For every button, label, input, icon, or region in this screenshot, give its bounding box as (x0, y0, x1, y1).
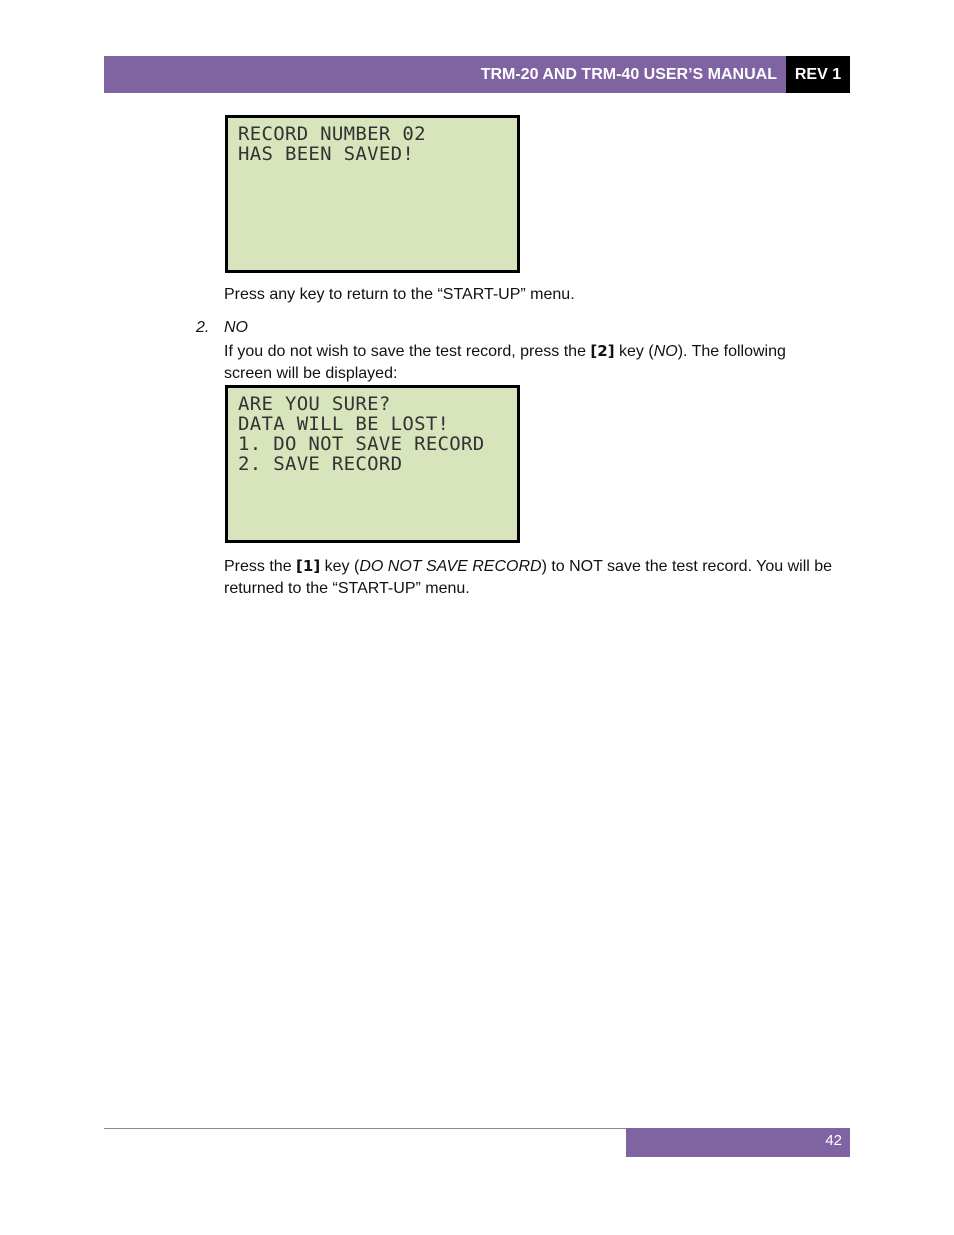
text-segment: ) to NOT save the test record. You will be returned to the “START-UP” menu. (224, 558, 833, 597)
text-segment: If you do not wish to save the test record, press the (224, 343, 591, 360)
list-item-label: NO (224, 319, 248, 336)
footer-page-box (626, 1128, 850, 1157)
key-meaning: NO (653, 343, 678, 360)
key-2-label: [2] (590, 342, 615, 360)
text-segment: Press the (224, 558, 297, 575)
revision-badge: REV 1 (786, 56, 850, 93)
lcd-line: RECORD NUMBER 02 (238, 123, 426, 145)
lcd-screen-are-you-sure (225, 385, 520, 543)
key-meaning: DO NOT SAVE RECORD (359, 558, 542, 575)
lcd-screen-record-saved (225, 115, 520, 273)
no-option-description (224, 340, 834, 385)
footer-rule (104, 1128, 626, 1129)
header-bar (104, 56, 786, 93)
lcd-line: DATA WILL BE LOST! (238, 413, 450, 435)
lcd-line: ARE YOU SURE? (238, 393, 391, 415)
list-item-number: 2. (196, 319, 210, 336)
lcd-line: 1. DO NOT SAVE RECORD (238, 433, 485, 455)
page-number: 42 (825, 1132, 842, 1149)
press-any-key-text: Press any key to return to the “START-UP” menu. (224, 286, 575, 303)
lcd-line: HAS BEEN SAVED! (238, 143, 415, 165)
key-1-label: [1] (296, 557, 321, 575)
lcd-line: 2. SAVE RECORD (238, 453, 403, 475)
press-1-instruction (224, 555, 834, 600)
text-segment: ). The following screen will be displayed: (224, 343, 786, 382)
text-segment: key ( (320, 558, 360, 575)
text-segment: key ( (614, 343, 654, 360)
manual-title: TRM-20 AND TRM-40 USER’S MANUAL (480, 66, 777, 83)
